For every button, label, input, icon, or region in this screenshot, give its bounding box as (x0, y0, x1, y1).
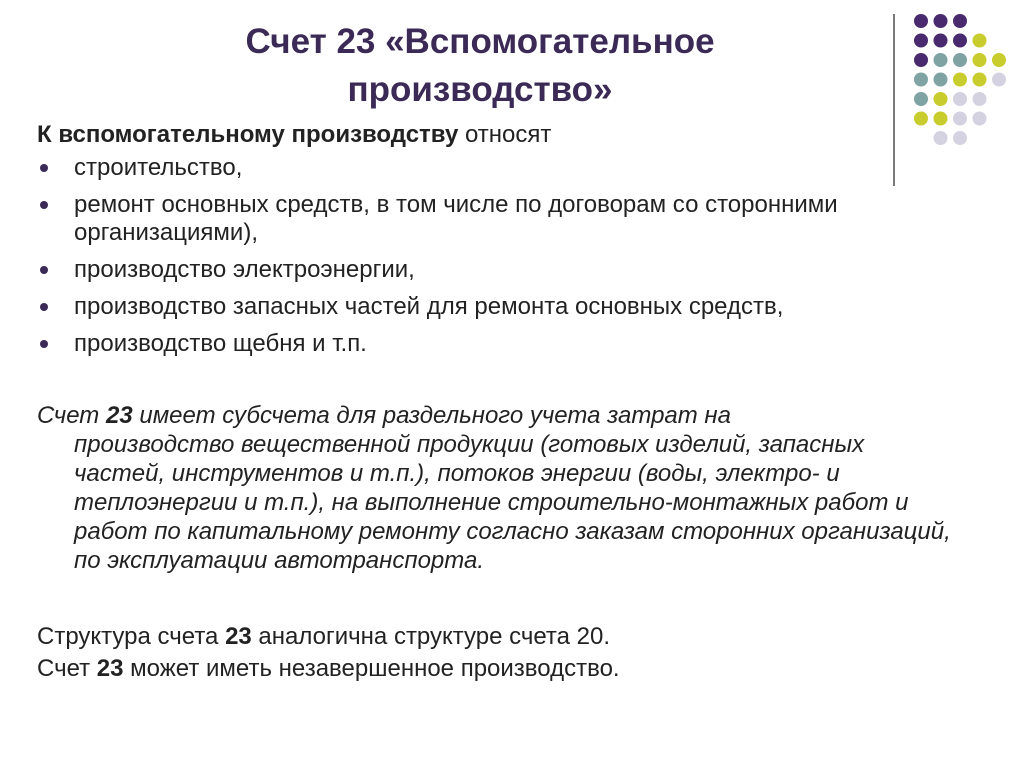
dot-olive (953, 73, 967, 87)
list-item (37, 330, 997, 358)
dot-lavender (992, 73, 1006, 87)
paragraph-lead: Счет (37, 402, 106, 429)
bullet-icon (40, 201, 48, 209)
title-line-1: Счет 23 «Вспомогательное (245, 22, 715, 61)
closing-line-wip (37, 653, 997, 685)
closing-before: Структура счета (37, 623, 226, 650)
dot-purple (914, 14, 928, 28)
paragraph-first-line: имеет субсчета для раздельного учета затрат на (132, 402, 731, 429)
dot-olive (992, 53, 1006, 67)
closing-block (37, 621, 997, 685)
bullet-icon (40, 266, 48, 274)
closing-after: аналогична структуре счета 20. (251, 623, 611, 650)
list-item (37, 191, 997, 247)
dot-teal (914, 92, 928, 106)
dot-teal (934, 53, 948, 67)
dot-olive (934, 92, 948, 106)
paragraph-continuation: производство вещественной продукции (готовых изделий, запасных частей, инструментов и т.п.), потоков энергии (воды, электро- и теплоэнергии и т.п.), на выполнение строительно-монтажных работ и работ по капитальному ремонту согласно заказам сторонних организаций, по эксплуатации автотранспорта. (74, 431, 951, 574)
paragraph-account-number: 23 (105, 402, 133, 429)
intro-bold: К вспомогательному производству (37, 121, 459, 148)
dot-purple (934, 14, 948, 28)
slide-body (37, 120, 997, 685)
dot-purple (953, 14, 967, 28)
dot-teal (934, 73, 948, 87)
subaccounts-paragraph (37, 401, 952, 575)
dot-olive (973, 53, 987, 67)
title-line-2: производство» (347, 70, 613, 109)
dot-lavender (973, 92, 987, 106)
list-item-text: производство щебня и т.п. (74, 330, 367, 357)
dot-purple (953, 34, 967, 48)
dot-teal (953, 53, 967, 67)
bullet-icon (40, 303, 48, 311)
closing-line-structure (37, 621, 997, 653)
dot-purple (934, 34, 948, 48)
dot-purple (914, 53, 928, 67)
closing-before: Счет (37, 655, 97, 682)
bullet-list (37, 154, 997, 358)
list-item-text: производство электроэнергии, (74, 256, 415, 283)
closing-account-number: 23 (225, 623, 252, 650)
intro-rest: относят (458, 121, 552, 148)
bullet-icon (40, 340, 48, 348)
dot-olive (973, 34, 987, 48)
list-item-text: строительство, (74, 154, 243, 181)
dot-lavender (953, 92, 967, 106)
list-item-text: ремонт основных средств, в том числе по договорам со сторонними организациями), (74, 191, 838, 246)
intro-line (37, 120, 997, 150)
list-item-text: производство запасных частей для ремонта основных средств, (74, 293, 784, 320)
dot-purple (914, 34, 928, 48)
dot-teal (914, 73, 928, 87)
list-item (37, 154, 997, 182)
closing-account-number: 23 (96, 655, 124, 682)
bullet-icon (40, 164, 48, 172)
dot-olive (973, 73, 987, 87)
list-item (37, 293, 997, 321)
closing-after: может иметь незавершенное производство. (123, 655, 620, 682)
slide-title (120, 18, 840, 114)
list-item (37, 256, 997, 284)
